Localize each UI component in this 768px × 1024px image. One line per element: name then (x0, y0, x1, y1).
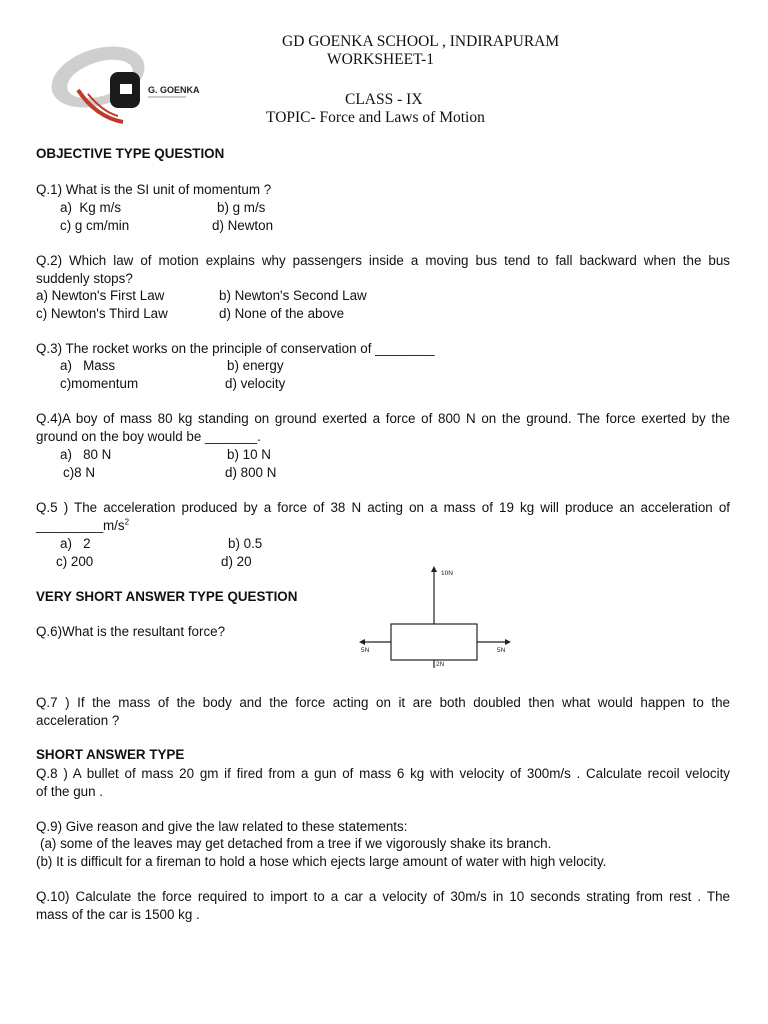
q3-option-d: d) velocity (225, 376, 286, 391)
section-heading-very-short: VERY SHORT ANSWER TYPE QUESTION (36, 589, 298, 604)
label-right: 5N (497, 647, 506, 654)
q1-option-d: d) Newton (212, 218, 274, 233)
question-9: Q.9) Give reason and give the law related to these statements: (36, 819, 408, 834)
q5-option-c: c) 200 (56, 554, 94, 569)
q1-option-b: b) g m/s (217, 200, 266, 215)
question-8 (36, 765, 730, 801)
question-1: Q.1) What is the SI unit of momentum ? (36, 182, 272, 197)
label-down: 2N (436, 661, 445, 668)
question-5 (36, 499, 730, 535)
q4-option-c: c)8 N (63, 465, 95, 480)
q9-part-b: (b) It is difficult for a fireman to hold a hose which ejects large amount of water with high velocity. (36, 854, 607, 869)
q9-part-a: (a) some of the leaves may get detached from a tree if we vigorously shake its branch. (40, 836, 552, 851)
class-label: CLASS - IX (345, 91, 423, 108)
q4-option-d: d) 800 N (225, 465, 277, 480)
q4-option-b: b) 10 N (227, 447, 271, 462)
label-left: 5N (361, 647, 370, 654)
body-box (391, 624, 477, 660)
question-4-line1: Q.4)A boy of mass 80 kg standing on ground exerted a force of 800 N on the ground. The force exerted by the (36, 411, 730, 426)
label-up: 10N (441, 570, 453, 577)
q2-option-a: a) Newton's First Law (36, 288, 165, 303)
section-heading-short: SHORT ANSWER TYPE (36, 747, 185, 762)
q3-option-b: b) energy (227, 358, 284, 373)
q5-option-b: b) 0.5 (228, 536, 263, 551)
force-diagram (355, 562, 515, 680)
unit-exponent: 2 (124, 517, 130, 527)
q5-option-d: d) 20 (221, 554, 252, 569)
question-5-line2: _________m/s (36, 518, 125, 533)
q3-option-c: c)momentum (60, 376, 139, 391)
question-6: Q.6)What is the resultant force? (36, 624, 226, 639)
q3-option-a: a) Mass (60, 358, 116, 373)
school-name: GD GOENKA SCHOOL , INDIRAPURAM (282, 33, 560, 50)
question-7-line1: Q.7 ) If the mass of the body and the force acting on it are both doubled then what would happen to the (36, 695, 730, 710)
q4-option-a: a) 80 N (60, 447, 112, 462)
question-4-line2: ground on the boy would be _______. (36, 429, 261, 444)
question-10-line1: Q.10) Calculate the force required to import to a car a velocity of 30m/s in 10 seconds strating from rest . The (36, 889, 730, 904)
question-2-line2: suddenly stops? (36, 271, 133, 286)
q1-option-c: c) g cm/min (60, 218, 130, 233)
question-8-line1: Q.8 ) A bullet of mass 20 gm if fired from a gun of mass 6 kg with velocity of 300m/s . Calculate recoil velocity (36, 766, 730, 781)
section-heading-objective: OBJECTIVE TYPE QUESTION (36, 146, 225, 161)
q1-option-a: a) Kg m/s (60, 200, 122, 215)
question-7-line2: acceleration ? (36, 713, 120, 728)
q2-option-b: b) Newton's Second Law (219, 288, 367, 303)
question-2 (36, 252, 730, 288)
q2-option-c: c) Newton's Third Law (36, 306, 168, 321)
question-8-line2: of the gun . (36, 784, 104, 799)
question-5-line1: Q.5 ) The acceleration produced by a force of 38 N acting on a mass of 19 kg will produce an acceleration of (36, 500, 730, 515)
logo-text: G. GOENKA (148, 85, 200, 95)
question-3: Q.3) The rocket works on the principle of conservation of ________ (36, 341, 435, 356)
question-10-line2: mass of the car is 1500 kg . (36, 907, 200, 922)
school-logo (48, 32, 208, 132)
q2-option-d: d) None of the above (219, 306, 345, 321)
q5-option-a: a) 2 (60, 536, 91, 551)
question-4 (36, 410, 730, 446)
worksheet-title: WORKSHEET-1 (327, 51, 435, 68)
topic-label: TOPIC- Force and Laws of Motion (266, 109, 485, 126)
question-7 (36, 694, 730, 730)
question-10 (36, 888, 730, 924)
question-2-line1: Q.2) Which law of motion explains why passengers inside a moving bus tend to fall backward when the bus (36, 253, 730, 268)
